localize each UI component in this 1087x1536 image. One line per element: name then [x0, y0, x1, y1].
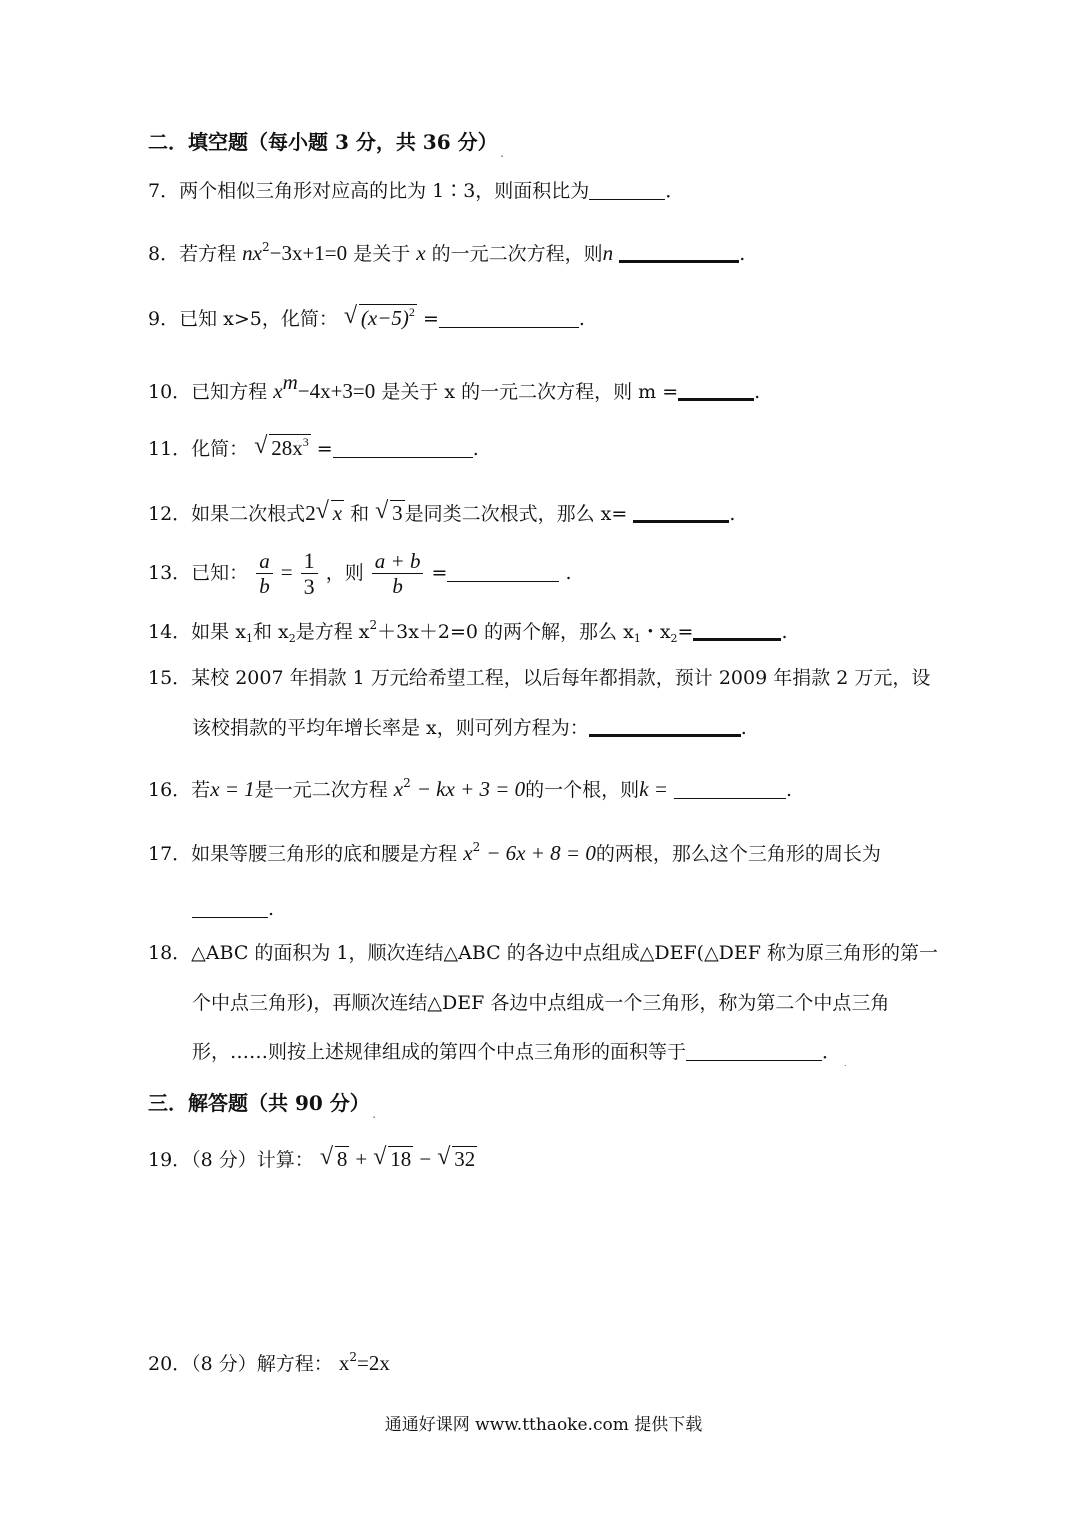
answer-blank[interactable] [439, 326, 579, 328]
question-17-line-1: 17．如果等腰三角形的底和腰是方程 $x^2 - 6x + 8 = 0$的两根，那么这个三角形的周长为 [148, 840, 881, 865]
question-14: 14．如果 $x_1$和 $x_2$是方程 $x^2+3x+2=0$ 的两个解，那么 $x_1$・$x_2=$ . [148, 618, 788, 645]
sqrt-expression: √ $(x-5)^2$ [344, 305, 417, 331]
answer-blank[interactable] [693, 637, 781, 641]
question-10: 10．已知方程 $x^m-4x+3=0$ 是关于 x 的一元二次方程，则 m = . [148, 370, 761, 403]
answer-blank[interactable] [192, 916, 268, 918]
question-12: 12．如果二次根式2√ x 和 √ 3 是同类二次根式，那么 x= . [148, 500, 735, 526]
answer-blank[interactable] [447, 580, 559, 582]
question-18-line-3: 形，……则按上述规律组成的第四个中点三角形的面积等于 ．$_.$ [192, 1041, 847, 1068]
sqrt-expression: √ $28x^3$ [254, 435, 311, 461]
question-9: 9．已知 x>5，化简： √ $(x-5)^2$ = . [148, 305, 585, 331]
answer-blank[interactable] [633, 519, 729, 523]
answer-blank[interactable] [589, 198, 665, 200]
question-13: 13．已知： $\frac{a}{b}$ = $\frac{1}{3}$ ，则 $\frac{a + b}{b}$ = . [148, 548, 572, 600]
question-8: 8．若方程 $nx^2-3x+1=0$ 是关于 x 的一元二次方程，则n . [148, 240, 746, 265]
footer-download-note: 通通好课网 www.tthaoke.com 提供下载 [384, 1415, 703, 1435]
answer-blank[interactable] [674, 797, 786, 799]
answer-blank[interactable] [333, 456, 473, 458]
answer-blank[interactable] [619, 259, 739, 263]
question-16: 16．若x = 1是一元二次方程 $x^2$ − kx + 3 = 0的一个根，则k = . [148, 776, 793, 801]
question-11: 11．化简： √ $28x^3$ = . [148, 435, 479, 461]
section-3-heading: 三．解答题（共 90 分） $_.$ [148, 1091, 376, 1120]
answer-blank[interactable] [678, 397, 754, 401]
question-18-line-1: 18．△ABC 的面积为 1，顺次连结△ABC 的各边中点组成△DEF(△DEF 称为原三角形的第一 [148, 942, 939, 964]
question-18-line-2: 个中点三角形)，再顺次连结△DEF 各边中点组成一个三角形，称为第二个中点三角 [192, 992, 890, 1014]
answer-blank[interactable] [686, 1059, 822, 1061]
section-2-heading: 二．填空题（每小题 3 分，共 36 分） $_.$ [148, 130, 504, 159]
question-20: 20．（8 分）解方程： $x^2=2x$ [148, 1350, 390, 1375]
question-19: 19．（8 分）计算： √ 8 + √ 18 − √ 32 [148, 1146, 477, 1172]
question-15-line-2: 该校捐款的平均年增长率是 x，则可列方程为： . [192, 717, 747, 739]
question-15-line-1: 15．某校 2007 年捐款 1 万元给希望工程，以后每年都捐款，预计 2009 年捐款 2 万元，设 [148, 667, 931, 689]
question-7: 7．两个相似三角形对应高的比为 1∶3，则面积比为 ． [148, 180, 685, 202]
question-17-line-2: . [192, 898, 274, 921]
answer-blank[interactable] [589, 733, 741, 737]
